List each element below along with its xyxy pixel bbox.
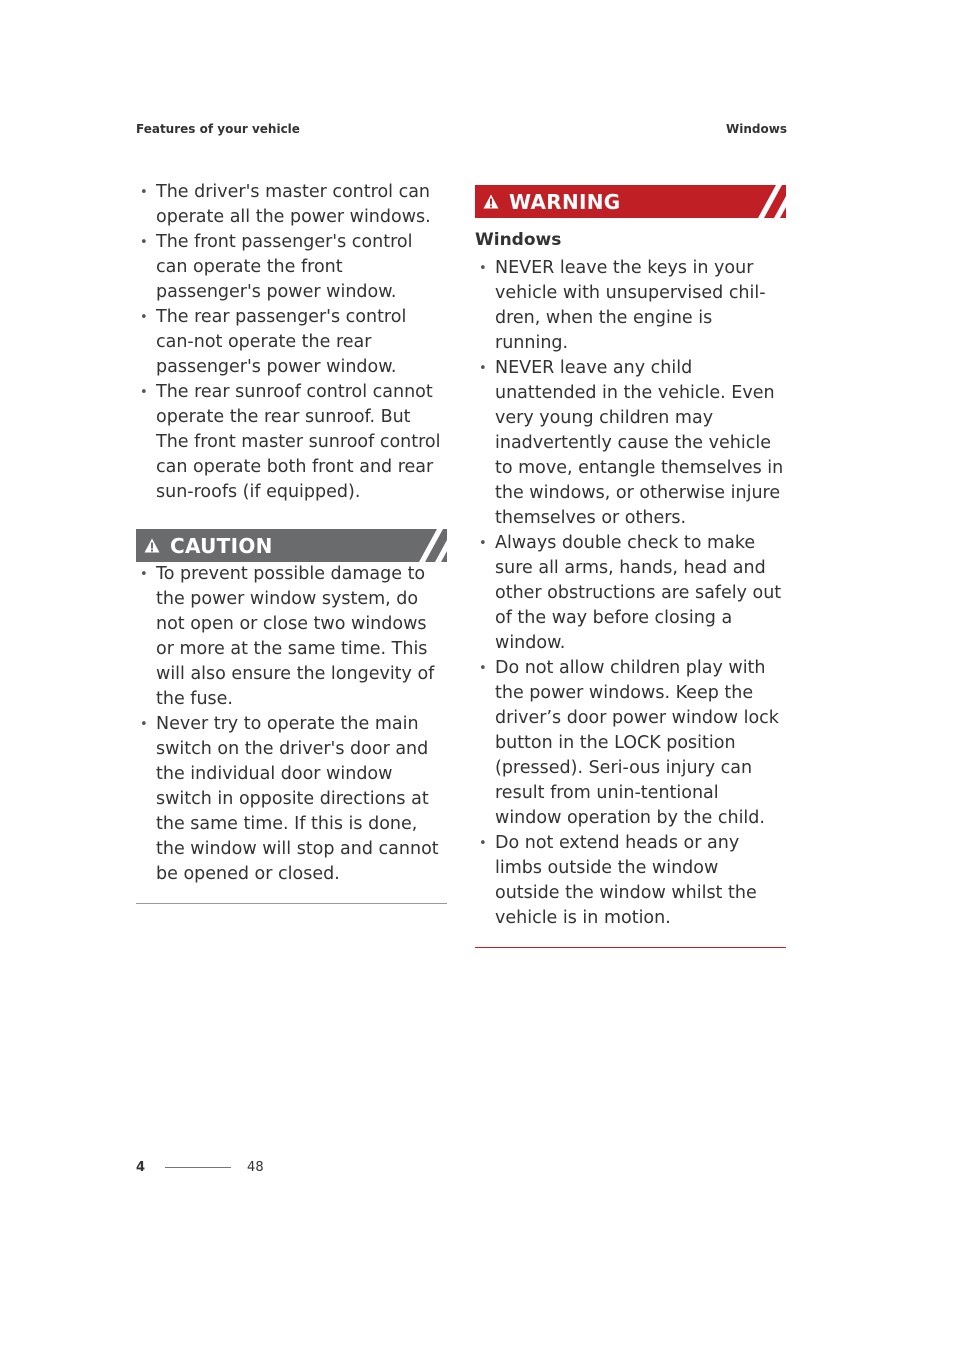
stripes-decoration-icon: [742, 185, 786, 218]
warning-triangle-icon: [144, 538, 160, 553]
warning-banner: [475, 185, 786, 218]
intro-list: [136, 180, 447, 505]
warning-triangle-icon: [483, 194, 499, 209]
list-item: • The rear sunroof control cannot operate the rear sunroof. But The front master sunroof control can operate both front and rear sun-roofs (if equipped).: [136, 380, 447, 505]
chapter-number: 4: [136, 1160, 146, 1175]
list-item: • Do not extend heads or any limbs outside the window outside the window whilst the vehicle is in motion.: [475, 831, 786, 931]
left-column: [136, 180, 447, 904]
page-footer: [136, 1160, 264, 1175]
list-item: • Never try to operate the main switch on the driver's door and the individual door window switch in opposite directions at the same time. If this is done, the window will stop and cannot be opened or closed.: [136, 712, 447, 887]
list-item: • To prevent possible damage to the power window system, do not open or close two windows or more at the same time. This will also ensure the longevity of the fuse.: [136, 562, 447, 712]
warning-subtitle: Windows: [475, 230, 562, 250]
list-item: • Do not allow children play with the power windows. Keep the driver’s door power window lock button in the LOCK position (pressed). Seri-ous injury can result from unin-tentional window operation by the child.: [475, 656, 786, 831]
list-item: • NEVER leave the keys in your vehicle with unsupervised chil-dren, when the engine is running.: [475, 256, 786, 356]
list-item: • The rear passenger's control can-not operate the rear passenger's power window.: [136, 305, 447, 380]
header-section: Features of your vehicle: [136, 122, 300, 136]
right-column: [475, 180, 786, 948]
list-item: • The driver's master control can operate all the power windows.: [136, 180, 447, 230]
caution-banner: [136, 529, 447, 562]
list-item: • The front passenger's control can operate the front passenger's power window.: [136, 230, 447, 305]
caution-end-rule: [136, 903, 447, 904]
header-topic: Windows: [726, 122, 787, 136]
caution-title: CAUTION: [170, 533, 273, 558]
list-item: • NEVER leave any child unattended in the vehicle. Even very young children may inadvertently cause the vehicle to move, entangle themselves in the windows, or otherwise injure themselves or others.: [475, 356, 786, 531]
warning-end-rule: [475, 947, 786, 948]
caution-list: [136, 562, 447, 887]
list-item: • Always double check to make sure all arms, hands, head and other obstructions are safely out of the way before closing a window.: [475, 531, 786, 656]
warning-list: [475, 256, 786, 931]
footer-divider: [165, 1167, 231, 1168]
page-number: 48: [247, 1160, 264, 1175]
stripes-decoration-icon: [403, 529, 447, 562]
warning-title: WARNING: [509, 189, 621, 214]
